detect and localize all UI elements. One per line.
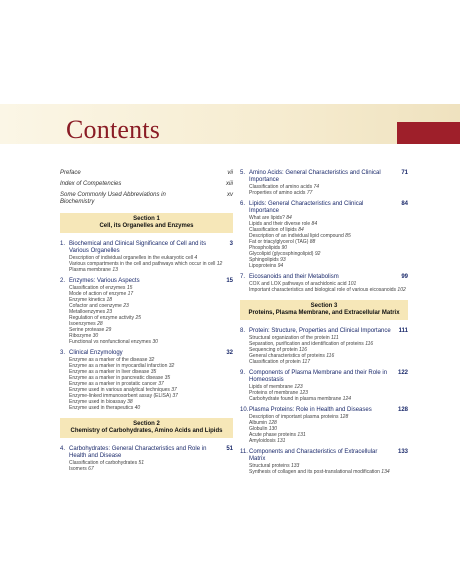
subtopic-page: 124 <box>342 396 352 402</box>
subtopic-text: Sequencing of protein <box>249 347 298 353</box>
subtopic-text: Structural organization of the protein <box>249 335 330 341</box>
chapter-page: 84 <box>401 201 408 207</box>
subtopic-page: 128 <box>268 420 277 426</box>
subtopic-page: 133 <box>290 463 300 469</box>
subtopic-item[interactable] <box>240 359 408 365</box>
subtopic-text: Serine protease <box>69 327 105 333</box>
subtopic-text: Enzyme-linked immunosorbent assay (ELISA) <box>69 393 171 399</box>
chapter-heading <box>240 274 408 281</box>
subtopic-page: 30 <box>92 333 99 339</box>
chapter-entry[interactable] <box>240 370 408 402</box>
subtopic-page: 102 <box>397 287 406 293</box>
subtopic-page: 88 <box>309 239 316 245</box>
chapter-number: 7. <box>240 274 246 280</box>
left-column <box>60 170 233 477</box>
subtopic-page: 131 <box>297 432 306 438</box>
subtopic-text: Globulin <box>249 426 268 432</box>
chapter-heading <box>240 328 408 335</box>
subtopic-page: 117 <box>302 359 311 365</box>
chapter-number: 2. <box>60 278 66 284</box>
subtopic-text: Lipids of membrane <box>249 384 293 390</box>
subtopic-text: Classification of amino acids <box>249 184 313 190</box>
chapter-entry[interactable] <box>240 328 408 365</box>
subtopic-text: Ribozyme <box>69 333 92 339</box>
chapter-title: Carbohydrates: General Characteristics and Role in Health and Disease <box>69 446 207 459</box>
subtopic-text: Classification of carbohydrates <box>69 460 138 466</box>
subtopic-item[interactable] <box>240 263 408 269</box>
chapter-title: Eicosanoids and their Metabolism <box>249 274 339 280</box>
chapter-heading <box>240 370 408 384</box>
subtopic-text: Classification of enzymes <box>69 285 126 291</box>
chapter-entry[interactable] <box>60 241 233 273</box>
subtopic-page: 84 <box>298 227 304 233</box>
chapter-number: 10. <box>240 407 249 413</box>
chapter-heading <box>60 278 233 285</box>
chapter-entry[interactable] <box>240 449 408 475</box>
chapter-page: 133 <box>397 449 408 455</box>
chapter-title: Plasma Proteins: Role in Health and Diseases <box>249 407 372 413</box>
subtopic-text: Phospholipids <box>249 245 281 251</box>
chapter-page: 32 <box>226 350 233 356</box>
subtopic-page: 90 <box>281 245 288 251</box>
chapter-page: 99 <box>401 274 408 280</box>
subtopic-page: 18 <box>106 297 113 303</box>
subtopic-text: Classification of lipids <box>249 227 297 233</box>
chapter-heading <box>240 201 408 215</box>
subtopic-page: 13 <box>112 267 118 273</box>
subtopic-page: 94 <box>277 263 284 269</box>
chapter-number: 1. <box>60 241 66 247</box>
chapter-page: 128 <box>397 407 408 413</box>
subtopic-text: Structural proteins <box>249 463 290 469</box>
chapter-title: Components and Characteristics of Extracellular Matrix <box>249 449 378 462</box>
chapter-page: 71 <box>401 170 408 176</box>
subtopic-page: 116 <box>326 353 335 359</box>
chapter-number: 11. <box>240 449 248 455</box>
subtopic-page: 28 <box>97 321 103 327</box>
subtopic-text: Regulation of enzyme activity <box>69 315 135 321</box>
section-2-header <box>60 418 233 438</box>
subtopic-text: Acute phase proteins <box>249 432 296 438</box>
subtopic-item[interactable] <box>60 339 233 345</box>
subtopic-text: Description of individual organelles in the eukaryotic cell <box>69 255 193 261</box>
subtopic-text: What are lipids? <box>249 215 285 221</box>
subtopic-text: Enzyme as a marker in liver disease <box>69 369 150 375</box>
chapter-entry[interactable] <box>60 278 233 345</box>
subtopic-text: COX and LOX pathways of arachidonic acid <box>249 281 347 287</box>
subtopic-page: 85 <box>345 233 351 239</box>
subtopic-text: Description of an individual lipid compound <box>249 233 344 239</box>
chapter-page: 3 <box>229 241 233 247</box>
subtopic-item[interactable] <box>240 469 408 475</box>
right-column <box>240 170 408 480</box>
chapter-title: Clinical Enzymology <box>69 350 123 356</box>
subtopic-text: Enzyme used in bioassay <box>69 399 126 405</box>
subtopic-text: Enzyme as a marker in prostatic cancer <box>69 381 157 387</box>
section-label: Section 1 <box>133 216 160 222</box>
section-title: Chemistry of Carbohydrates, Amino Acids and Lipids <box>70 428 223 434</box>
front-matter-item[interactable] <box>60 170 233 177</box>
subtopic-text: Fat or triacylglycerol (TAG) <box>249 239 309 245</box>
subtopic-page: 32 <box>168 363 175 369</box>
subtopic-page: 23 <box>106 309 113 315</box>
section-1-header <box>60 213 233 233</box>
subtopic-text: Lipoproteins <box>249 263 277 269</box>
subtopic-page: 123 <box>294 384 303 390</box>
chapter-heading <box>240 407 408 414</box>
chapter-heading <box>60 350 233 357</box>
section-label: Section 2 <box>133 421 160 427</box>
subtopic-text: Enzyme kinetics <box>69 297 106 303</box>
subtopic-page: 84 <box>286 215 292 221</box>
chapter-heading <box>60 446 233 460</box>
page-title: Contents <box>66 115 161 144</box>
subtopic-text: Cofactor and coenzyme <box>69 303 122 309</box>
subtopic-text: Carbohydrate found in plasma membrane <box>249 396 342 402</box>
subtopic-page: 25 <box>135 315 141 321</box>
subtopic-item[interactable] <box>60 466 233 472</box>
subtopic-page: 131 <box>277 438 286 444</box>
subtopic-page: 77 <box>306 190 313 196</box>
front-matter-label: Preface <box>60 170 81 176</box>
subtopic-text: Metalloenzymes <box>69 309 106 315</box>
subtopic-page: 29 <box>105 327 112 333</box>
chapter-heading <box>60 241 233 255</box>
subtopic-page: 128 <box>339 414 349 420</box>
subtopic-text: Sphingolipids <box>249 257 279 263</box>
subtopic-text: Enzyme used in various analytical techniques <box>69 387 170 393</box>
chapter-title: Amino Acids: General Characteristics and Clinical Importance <box>249 170 381 183</box>
front-matter-label: Index of Competencies <box>60 181 122 187</box>
subtopic-text: Mode of action of enzyme <box>69 291 127 297</box>
subtopic-text: Various compartments in the cell and pathways which occur in cell <box>69 261 216 267</box>
chapter-entry[interactable] <box>240 170 408 196</box>
subtopic-item[interactable] <box>240 287 408 293</box>
front-matter-page: xiii <box>226 181 233 187</box>
subtopic-page: 37 <box>171 387 177 393</box>
front-matter-page: xv <box>227 192 233 198</box>
subtopic-text: Classification of protein <box>249 359 301 365</box>
subtopic-text: General characteristics of proteins <box>249 353 325 359</box>
chapter-entry[interactable] <box>60 446 233 472</box>
chapter-heading <box>240 449 408 463</box>
chapter-entry[interactable] <box>240 274 408 293</box>
chapter-number: 8. <box>240 328 246 334</box>
subtopic-item[interactable] <box>60 267 233 273</box>
section-title: Cell, its Organelles and Enzymes <box>99 223 194 229</box>
front-matter-item[interactable] <box>60 192 233 206</box>
subtopic-text: Enzyme used in therapeutics <box>69 405 134 411</box>
chapter-number: 3. <box>60 350 66 356</box>
front-matter-page: vii <box>227 170 233 176</box>
subtopic-page: 35 <box>150 369 157 375</box>
subtopic-item[interactable] <box>240 190 408 196</box>
subtopic-page: 92 <box>314 251 321 257</box>
chapter-number: 4. <box>60 446 66 452</box>
subtopic-page: 67 <box>88 466 94 472</box>
section-3-header <box>240 300 408 320</box>
chapter-number: 9. <box>240 370 246 376</box>
subtopic-text: Lipids and their diverse role <box>249 221 311 227</box>
subtopic-page: 93 <box>280 257 286 263</box>
subtopic-page: 30 <box>152 339 158 345</box>
chapter-title: Components of Plasma Membrane and their Role in Homeostasis <box>249 370 388 383</box>
front-matter-item[interactable] <box>60 181 233 188</box>
subtopic-item[interactable] <box>240 396 408 402</box>
chapter-heading <box>240 170 408 184</box>
chapter-number: 6. <box>240 201 246 207</box>
subtopic-page: 37 <box>172 393 178 399</box>
subtopic-page: 17 <box>127 291 134 297</box>
chapter-entry[interactable] <box>60 350 233 411</box>
subtopic-page: 38 <box>127 399 133 405</box>
section-label: Section 3 <box>310 303 338 309</box>
chapter-title: Lipids: General Characteristics and Clinical Importance <box>249 201 364 214</box>
subtopic-page: 116 <box>365 341 374 347</box>
chapter-page: 15 <box>226 278 233 284</box>
subtopic-page: 130 <box>268 426 278 432</box>
front-matter-label: Some Commonly Used Abbreviations in Biochemistry <box>60 192 166 205</box>
chapter-number: 5. <box>240 170 246 176</box>
subtopic-page: 37 <box>158 381 164 387</box>
subtopic-page: 101 <box>347 281 357 287</box>
subtopic-text: Glycolipid (glycosphingolipid) <box>249 251 314 257</box>
subtopic-text: Description of important plasma proteins <box>249 414 339 420</box>
subtopic-text: Enzyme as a marker in myocardial infarction <box>69 363 168 369</box>
subtopic-item[interactable] <box>240 438 408 444</box>
subtopic-page: 84 <box>311 221 318 227</box>
subtopic-text: Albumin <box>249 420 268 426</box>
subtopic-page: 111 <box>331 335 339 341</box>
subtopic-text: Isomers <box>69 466 87 472</box>
section-title: Proteins, Plasma Membrane, and Extracellular Matrix <box>248 310 400 316</box>
subtopic-page: 32 <box>148 357 155 363</box>
subtopic-text: Enzyme as a marker of the disease <box>69 357 148 363</box>
subtopic-page: 35 <box>164 375 171 381</box>
chapter-entry[interactable] <box>240 201 408 269</box>
subtopic-text: Separation, purification and identification of proteins <box>249 341 364 347</box>
chapter-title: Protein: Structure, Properties and Clinical Importance <box>249 328 391 334</box>
chapter-page: 111 <box>398 328 408 334</box>
subtopic-text: Properties of amino acids <box>249 190 306 196</box>
subtopic-text: Proteins of membrane <box>249 390 299 396</box>
subtopic-item[interactable] <box>60 405 233 411</box>
chapter-title: Biochemical and Clinical Significance of Cell and its Various Organelles <box>69 241 207 254</box>
subtopic-page: 15 <box>126 285 133 291</box>
subtopic-page: 51 <box>138 460 145 466</box>
subtopic-text: Functional vs nonfunctional enzymes <box>69 339 151 345</box>
chapter-page: 51 <box>226 446 233 452</box>
subtopic-page: 40 <box>134 405 141 411</box>
subtopic-page: 23 <box>123 303 129 309</box>
subtopic-text: Synthesis of collagen and its post-translational modification <box>249 469 380 475</box>
subtopic-page: 74 <box>313 184 320 190</box>
subtopic-page: 116 <box>299 347 308 353</box>
subtopic-text: Amyloidosis <box>249 438 276 444</box>
subtopic-page: 134 <box>381 469 390 475</box>
subtopic-text: Important characteristics and biological role of various eicosanoids <box>249 287 397 293</box>
banner-accent-bar <box>397 122 460 144</box>
subtopic-text: Isoenzymes <box>69 321 96 327</box>
subtopic-text: Plasma membrane <box>69 267 111 273</box>
chapter-page: 122 <box>397 370 408 376</box>
subtopic-page: 4 <box>194 255 198 261</box>
chapter-title: Enzymes: Various Aspects <box>69 278 140 284</box>
subtopic-page: 12 <box>216 261 223 267</box>
subtopic-page: 123 <box>299 390 308 396</box>
subtopic-text: Enzyme as a marker in pancreatic disease <box>69 375 164 381</box>
chapter-entry[interactable] <box>240 407 408 444</box>
